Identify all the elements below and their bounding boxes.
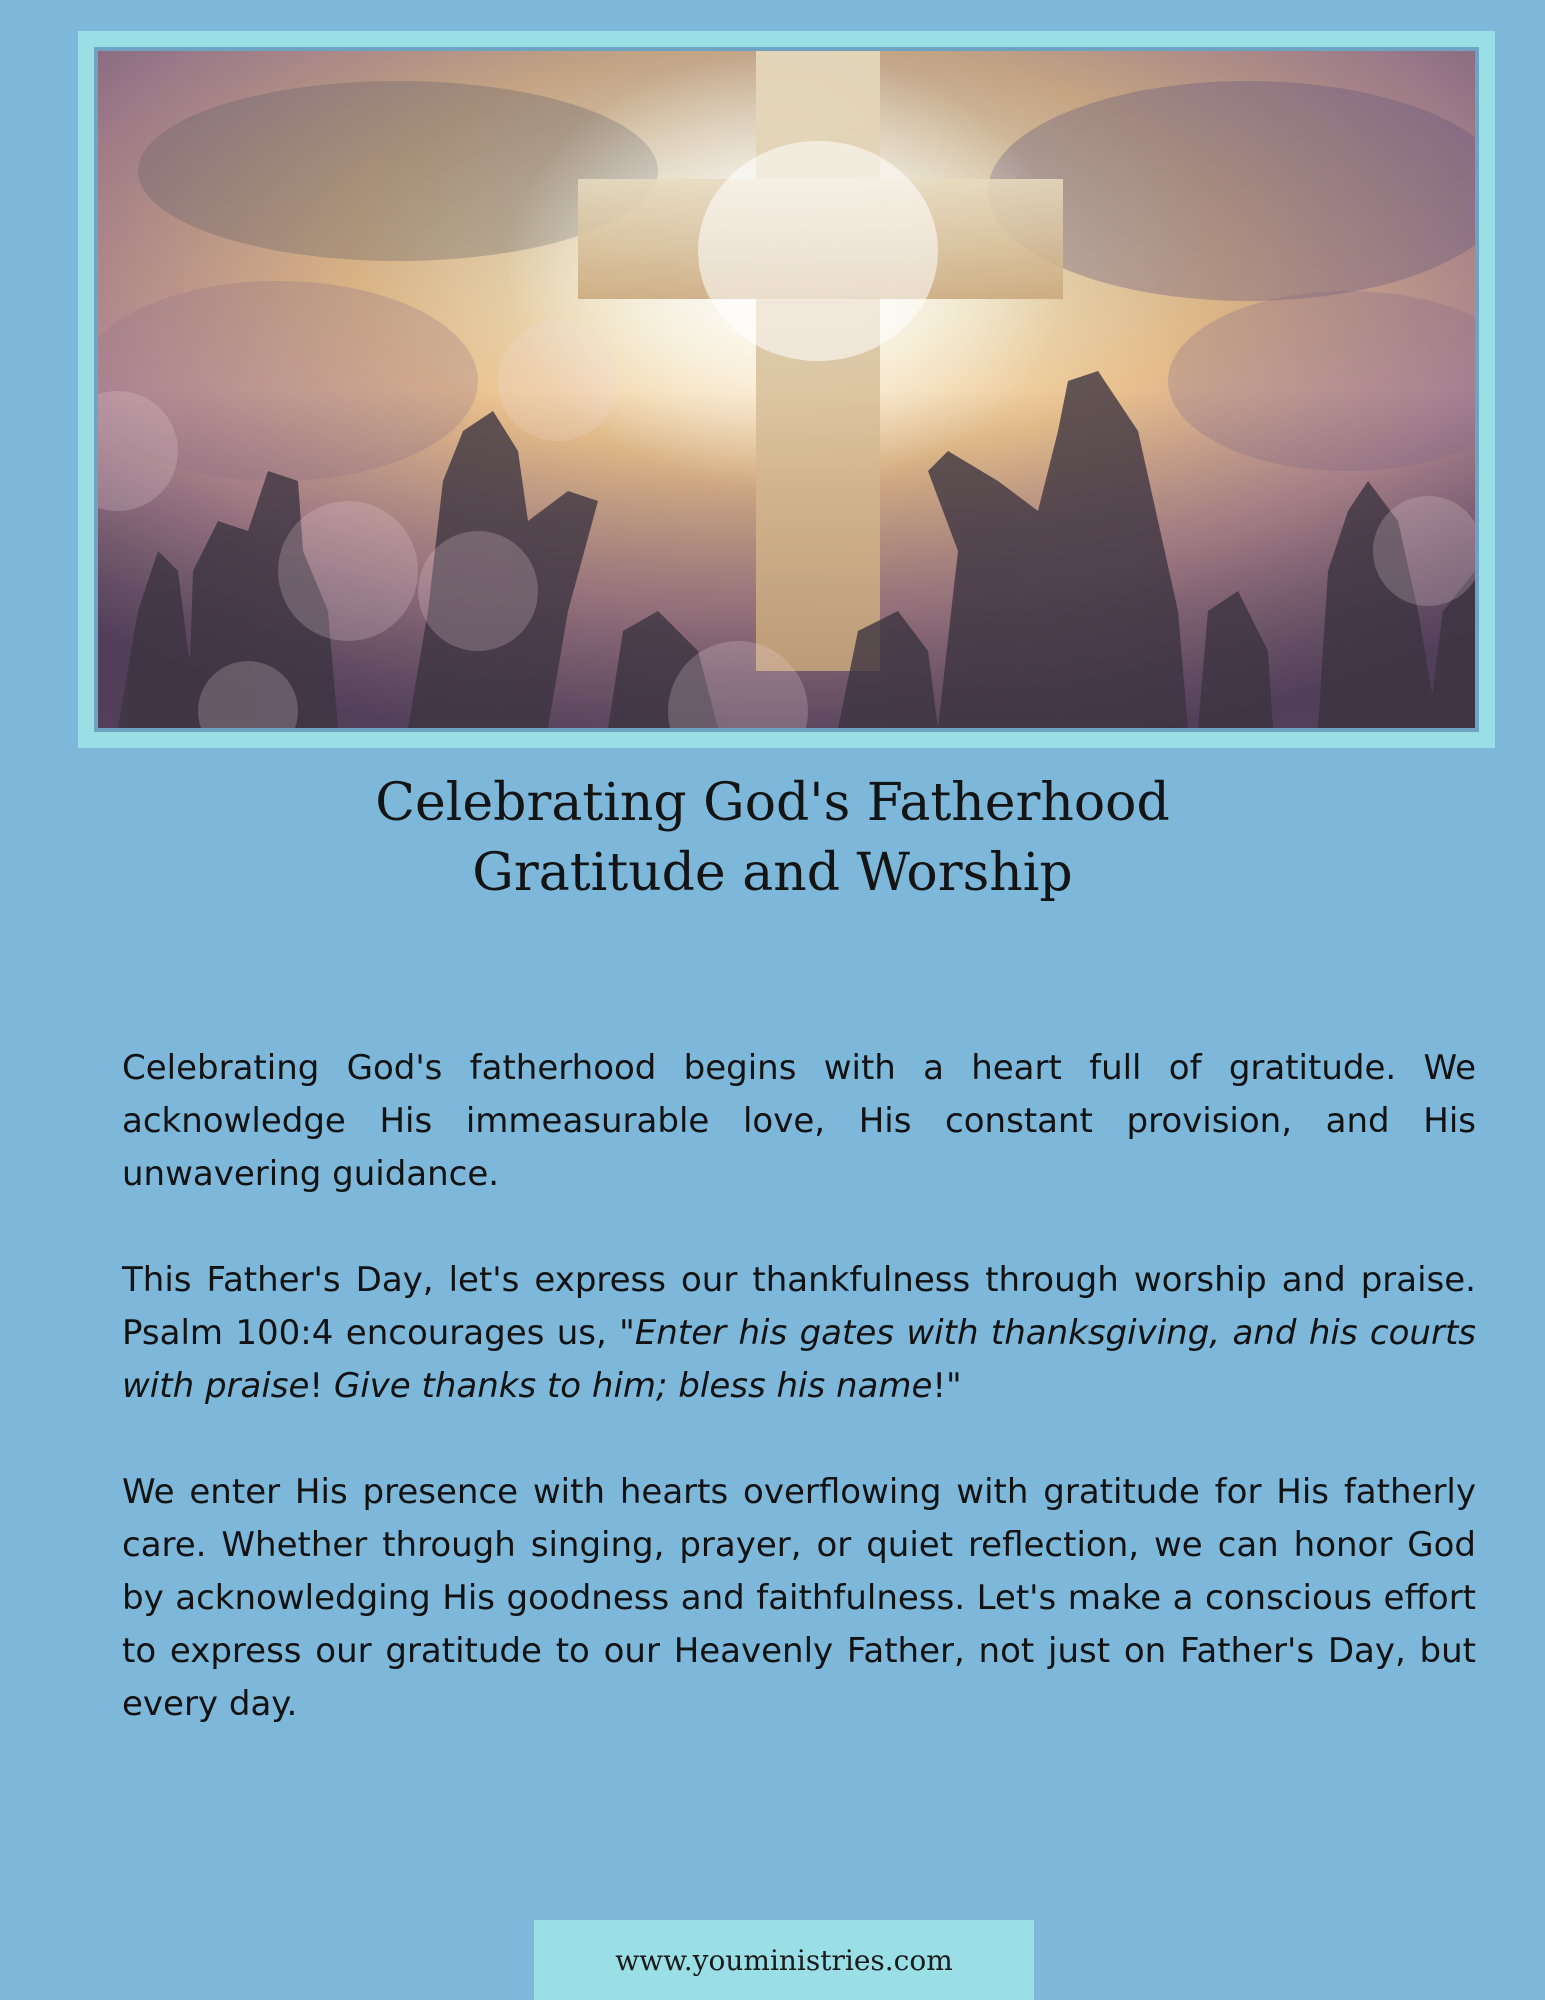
hero-image-border [94,47,1479,732]
paragraph-2 [122,1254,1476,1413]
psalm-quote-part-1: Enter his gates with thanksgiving, and his courts with praise [122,1313,1477,1406]
paragraph-2-mid: ! [309,1366,334,1406]
cross-hands-illustration [98,51,1475,728]
footer-url-box [534,1920,1034,2000]
paragraph-2-lead: This Father's Day, let's express our thankfulness through worship and praise. Psalm 100:4 encourages us, " [122,1260,1476,1353]
hero-image [98,51,1475,728]
hero-image-frame [78,31,1495,748]
title-line-2: Gratitude and Worship [472,843,1073,903]
website-link[interactable]: www.youministries.com [615,1943,953,1977]
paragraph-3: We enter His presence with hearts overflowing with gratitude for His fatherly care. Whether through singing, prayer, or quiet reflection, we can honor God by acknowledging His goodness and faithfulness. Let's make a conscious effort to express our gratitude to our Heavenly Father, not just on Father's Day, but every day. [122,1472,1476,1724]
title-line-1: Celebrating God's Fatherhood [375,773,1170,833]
psalm-quote-part-2: Give thanks to him; bless his name [333,1366,933,1406]
article-body [122,1042,1476,1784]
paragraph-2-end: !" [932,1366,962,1406]
paragraph-1: Celebrating God's fatherhood begins with a heart full of gratitude. We acknowledge His immeasurable love, His constant provision, and His unwavering guidance. [122,1048,1476,1194]
page-title [0,768,1545,908]
